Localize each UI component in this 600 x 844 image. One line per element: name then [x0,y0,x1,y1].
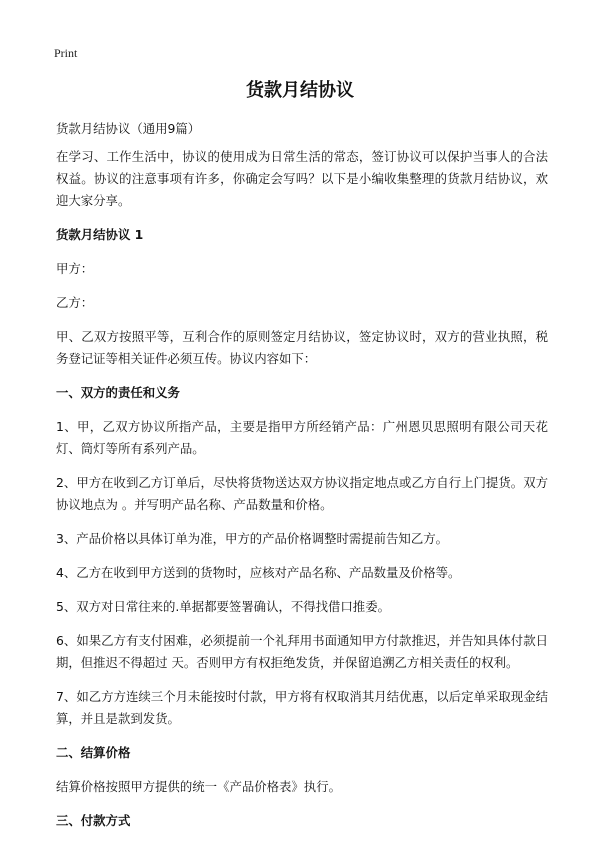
document-body [56,118,548,844]
preamble-paragraph: 甲、乙双方按照平等，互利合作的原则签定月结协议，签定协议时，双方的营业执照，税务登记证等相关证件必须互传。协议内容如下： [56,329,548,366]
section-heading-settlement-price: 二、结算价格 [56,745,131,760]
print-link[interactable]: Print [54,46,78,60]
document-subtitle: 货款月结协议（通用9篇） [56,121,201,136]
clause-item: 2、甲方在收到乙方订单后，尽快将货物送达双方协议指定地点或乙方自行上门提货。双方协议地点为 。并写明产品名称、产品数量和价格。 [56,475,548,512]
page-title: 货款月结协议 [246,80,354,101]
clause-item: 4、乙方在收到甲方送到的货物时，应核对产品名称、产品数量及价格等。 [56,565,461,580]
clause-item: 1、甲，乙双方协议所指产品，主要是指甲方所经销产品：广州恩贝思照明有限公司天花灯、筒灯等所有系列产品。 [56,419,548,456]
party-a-label: 甲方： [56,261,94,276]
section-heading-responsibilities: 一、双方的责任和义务 [56,385,180,400]
section-heading-payment-method: 三、付款方式 [56,813,131,828]
intro-paragraph: 在学习、工作生活中，协议的使用成为日常生活的常态，签订协议可以保护当事人的合法权益。协议的注意事项有许多，你确定会写吗？以下是小编收集整理的货款月结协议，欢迎大家分享。 [56,149,548,208]
clause-item: 3、产品价格以具体订单为准，甲方的产品价格调整时需提前告知乙方。 [56,531,448,546]
clause-item: 6、如果乙方有支付困难，必须提前一个礼拜用书面通知甲方付款推迟，并告知具体付款日期，但推迟不得超过 天。否则甲方有权拒绝发货，并保留追溯乙方相关责任的权利。 [56,633,548,670]
clause-item: 5、双方对日常往来的.单据都要签署确认，不得找借口推委。 [56,599,390,614]
settlement-price-text: 结算价格按照甲方提供的统一《产品价格表》执行。 [56,779,341,794]
party-b-label: 乙方： [56,295,94,310]
agreement-heading: 货款月结协议 1 [56,227,144,242]
clause-item: 7、如乙方方连续三个月未能按时付款，甲方将有权取消其月结优惠，以后定单采取现金结算，并且是款到发货。 [56,689,548,726]
